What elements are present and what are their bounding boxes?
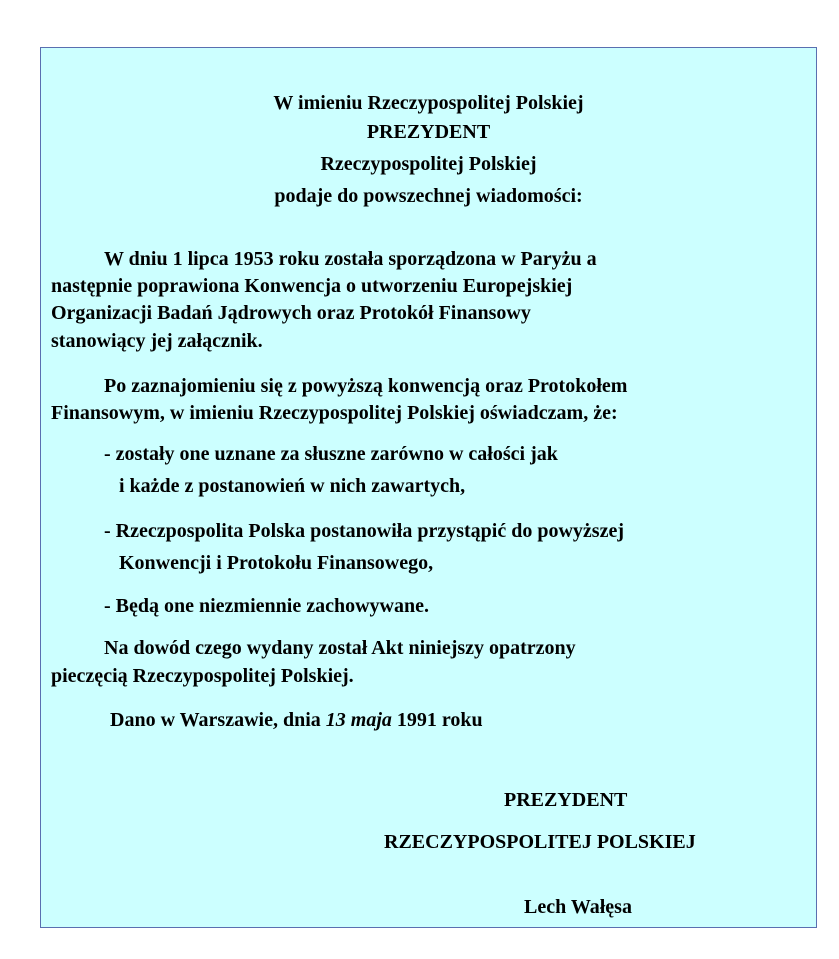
signature-title-2: RZECZYPOSPOLITEJ POLSKIEJ bbox=[384, 831, 696, 853]
list-item-2-line-1: - Rzeczpospolita Polska postanowiła przystąpić do powyższej bbox=[104, 520, 624, 542]
header-line-1: W imieniu Rzeczypospolitej Polskiej bbox=[273, 92, 584, 114]
document-frame bbox=[40, 47, 817, 928]
paragraph-3-line-2: pieczęcią Rzeczypospolitej Polskiej. bbox=[51, 665, 354, 687]
signature-name: Lech Wałęsa bbox=[524, 896, 632, 918]
header-line-4: podaje do powszechnej wiadomości: bbox=[274, 185, 583, 207]
paragraph-1-line-1: W dniu 1 lipca 1953 roku została sporządzona w Paryżu a bbox=[104, 248, 597, 270]
list-item-1-line-2: i każde z postanowień w nich zawartych, bbox=[119, 475, 466, 497]
paragraph-2-line-1: Po zaznajomieniu się z powyższą konwencją oraz Protokołem bbox=[104, 375, 628, 397]
list-item-1-line-1: - zostały one uznane za słuszne zarówno w całości jak bbox=[104, 443, 558, 465]
paragraph-3-line-1: Na dowód czego wydany został Akt niniejszy opatrzony bbox=[104, 637, 576, 659]
list-item-2-line-2: Konwencji i Protokołu Finansowego, bbox=[119, 552, 434, 574]
header-line-3: Rzeczypospolitej Polskiej bbox=[320, 153, 537, 175]
date-day-month: 13 maja bbox=[325, 709, 392, 731]
date-suffix: 1991 roku bbox=[391, 709, 483, 731]
header-line-2: PREZYDENT bbox=[366, 121, 491, 143]
signature-title-1: PREZYDENT bbox=[504, 789, 628, 811]
date-prefix: Dano w Warszawie, dnia bbox=[110, 709, 326, 731]
date-line bbox=[110, 707, 483, 733]
paragraph-1-line-2: następnie poprawiona Konwencja o utworzeniu Europejskiej bbox=[51, 275, 573, 297]
paragraph-2-line-2: Finansowym, w imieniu Rzeczypospolitej Polskiej oświadczam, że: bbox=[51, 402, 618, 424]
paragraph-1-line-4: stanowiący jej załącznik. bbox=[51, 330, 263, 352]
paragraph-1-line-3: Organizacji Badań Jądrowych oraz Protokół Finansowy bbox=[51, 302, 531, 324]
list-item-3: - Będą one niezmiennie zachowywane. bbox=[104, 595, 429, 617]
